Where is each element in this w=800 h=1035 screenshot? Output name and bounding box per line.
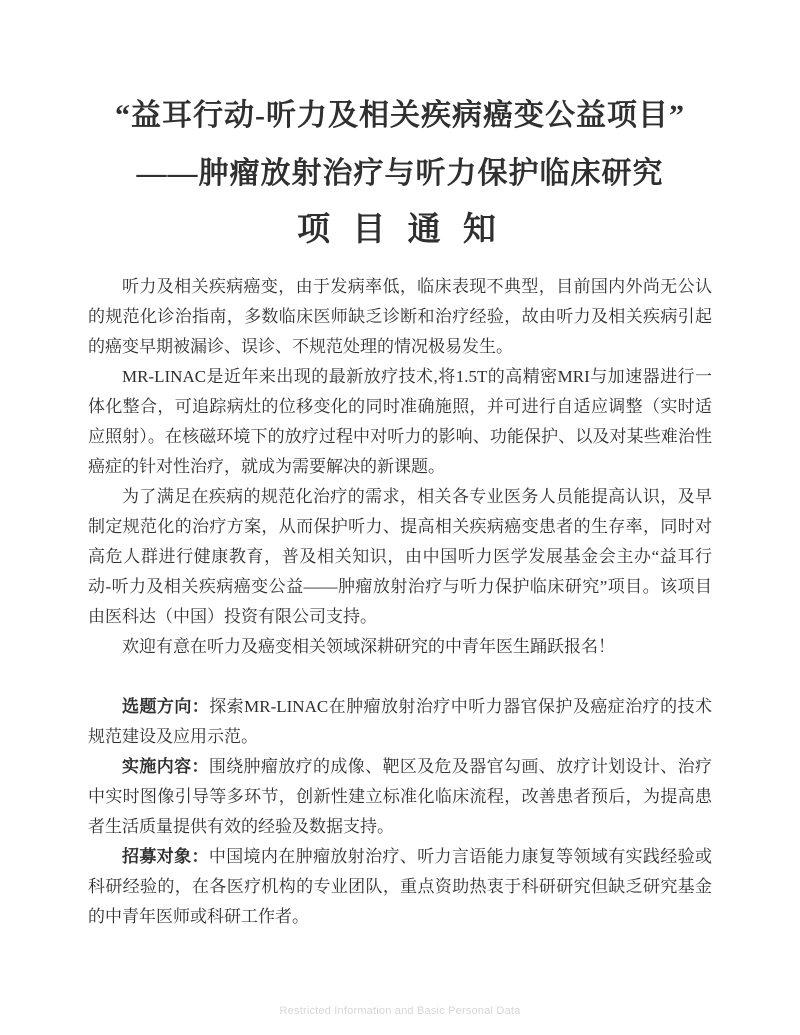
section-recruitment <box>88 842 712 932</box>
section-implementation <box>88 752 712 842</box>
title-line-3: 项 目 通 知 <box>297 212 503 248</box>
paragraph-project-background: 为了满足在疾病的规范化治疗的需求，相关各专业医务人员能提高认识，及早制定规范化的治疗方案，从而保护听力、提高相关疾病癌变患者的生存率，同时对高危人群进行健康教育，普及相关知识，由中国听力医学发展基金会主办“益耳行动-听力及相关疾病癌变公益——肿瘤放射治疗与听力保护临床研究”项目。该项目由医科达（中国）投资有限公司支持。 <box>88 487 712 626</box>
section-topic-direction-text: 探索MR-LINAC在肿瘤放射治疗中听力器官保护及癌症治疗的技术规范建设及应用示范。 <box>88 697 712 746</box>
section-implementation-text: 围绕肿瘤放疗的成像、靶区及危及器官勾画、放疗计划设计、治疗中实时图像引导等多环节，创新性建立标准化临床流程，改善患者预后，为提高患者生活质量提供有效的经验及数据支持。 <box>88 757 713 836</box>
section-topic-direction-label: 选题方向： <box>122 697 210 716</box>
section-implementation-label: 实施内容： <box>122 757 209 776</box>
section-recruitment-label: 招募对象： <box>122 847 209 866</box>
paragraph-welcome: 欢迎有意在听力及癌变相关领域深耕研究的中青年医生踊跃报名！ <box>122 637 615 656</box>
document-body <box>88 272 712 932</box>
footer-watermark: Restricted Information and Basic Personal Data <box>279 1005 521 1017</box>
document-title <box>0 0 800 251</box>
title-line-2: ——肿瘤放射治疗与听力保护临床研究 <box>136 157 664 190</box>
paragraph-intro: 听力及相关疾病癌变，由于发病率低，临床表现不典型，目前国内外尚无公认的规范化诊治指南，多数临床医师缺乏诊断和治疗经验，故由听力及相关疾病引起的癌变早期被漏诊、误诊、不规范处理的情况极易发生。 <box>88 277 712 356</box>
section-recruitment-text: 中国境内在肿瘤放射治疗、听力言语能力康复等领域有实践经验或科研经验的，在各医疗机构的专业团队，重点资助热衷于科研研究但缺乏研究基金的中青年医师或科研工作者。 <box>88 847 713 926</box>
section-topic-direction <box>88 692 712 752</box>
title-line-1: “益耳行动-听力及相关疾病癌变公益项目” <box>115 99 685 132</box>
paragraph-mr-linac: MR-LINAC是近年来出现的最新放疗技术,将1.5T的高精密MRI与加速器进行一体化整合，可追踪病灶的位移变化的同时准确施照，并可进行自适应调整（实时适应照射）。在核磁环境下的放疗过程中对听力的影响、功能保护、以及对某些难治性癌症的针对性治疗，就成为需要解决的新课题。 <box>88 367 712 476</box>
